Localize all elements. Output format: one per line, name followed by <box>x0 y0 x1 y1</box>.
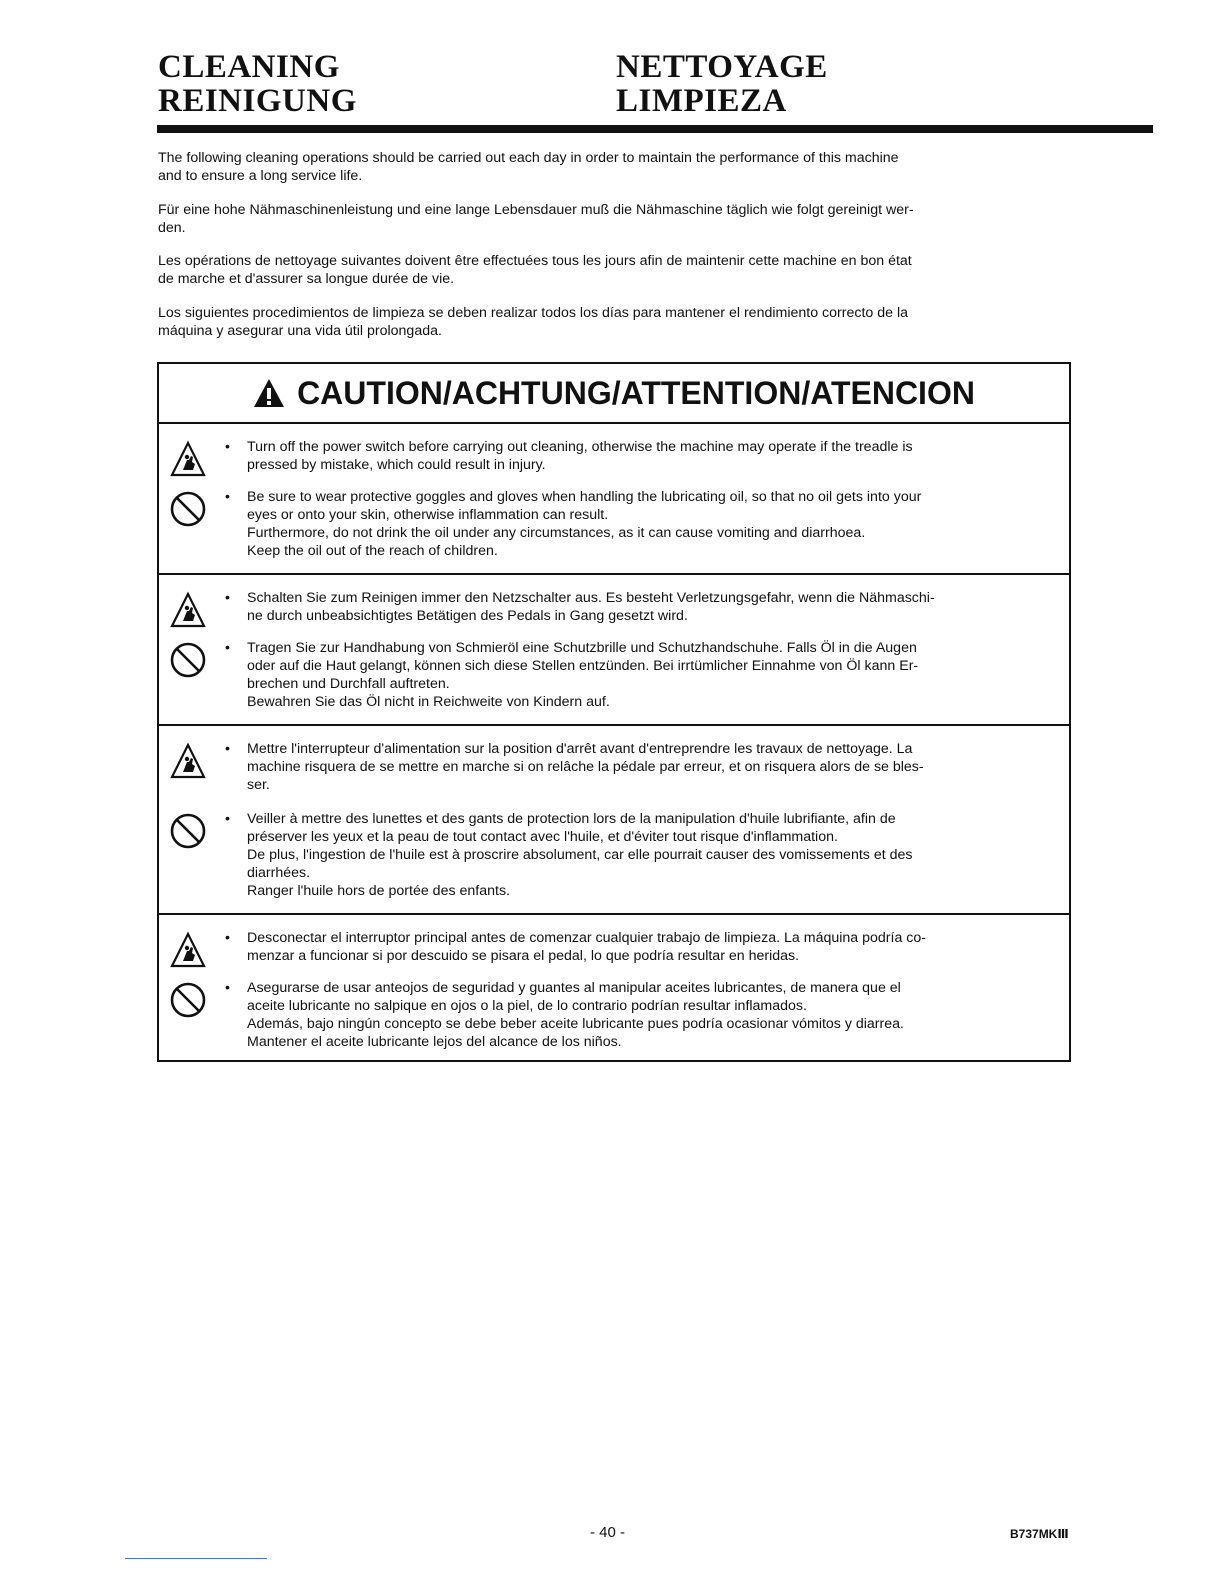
caution-text-line: menzar a funcionar si por descuido se pisara el pedal, lo que podría resultar en heridas. <box>247 948 800 964</box>
intro-english: The following cleaning operations should be carried out each day in order to maintain the performance of this machine and to ensure a long service life. <box>158 150 899 184</box>
caution-text-line: Schalten Sie zum Reinigen immer den Netzschalter aus. Es besteht Verletzungsgefahr, wenn die Nähmaschi- <box>247 590 935 606</box>
bullet-icon: • <box>225 640 230 656</box>
page-number: - 40 - <box>590 1524 626 1541</box>
caution-text-line: machine risquera de se mettre en marche si on relâche la pédale par erreur, et on risquera alors de se bles- <box>247 759 924 775</box>
caution-header <box>159 364 1069 424</box>
caution-text-line: Be sure to wear protective goggles and gloves when handling the lubricating oil, so that no oil gets into your <box>247 489 922 505</box>
heading-right <box>616 50 828 118</box>
caution-item <box>225 639 1059 711</box>
heading-limpieza: LIMPIEZA <box>616 83 787 119</box>
heading-cleaning: CLEANING <box>158 49 340 85</box>
prohibited-icon <box>169 981 207 1019</box>
caution-section <box>159 915 1069 1062</box>
caution-text-line: Tragen Sie zur Handhabung von Schmieröl eine Schutzbrille und Schutzhandschuhe. Falls Öl in die Augen <box>247 640 917 656</box>
model-code: B737MKⅢ <box>1010 1527 1069 1541</box>
caution-text-line: Bewahren Sie das Öl nicht in Reichweite von Kindern auf. <box>247 694 610 710</box>
prohibited-icon <box>169 812 207 850</box>
caution-text-line: Mettre l'interrupteur d'alimentation sur la position d'arrêt avant d'entreprendre les travaux de nettoyage. La <box>247 741 913 757</box>
warning-triangle-icon <box>253 378 285 408</box>
intro-french: Les opérations de nettoyage suivantes doivent être effectuées tous les jours afin de maintenir cette machine en bon état de marche et d'assurer sa longue durée de vie. <box>158 253 912 287</box>
caution-item <box>225 810 1059 900</box>
heading-nettoyage: NETTOYAGE <box>616 49 828 85</box>
caution-text-line: Desconectar el interruptor principal antes de comenzar cualquier trabajo de limpieza. La máquina podría co- <box>247 930 927 946</box>
caution-text-line: ser. <box>247 777 270 793</box>
hand-hazard-icon <box>169 742 207 780</box>
bullet-icon: • <box>225 489 230 505</box>
hand-hazard-icon <box>169 931 207 969</box>
prohibited-icon <box>169 641 207 679</box>
caution-section <box>159 726 1069 915</box>
caution-section <box>159 424 1069 575</box>
bullet-icon: • <box>225 980 230 996</box>
caution-text-line: Keep the oil out of the reach of children. <box>247 543 498 559</box>
caution-item <box>225 488 1059 560</box>
bullet-icon: • <box>225 811 230 827</box>
bullet-icon: • <box>225 439 230 455</box>
intro-spanish: Los siguientes procedimientos de limpieza se deben realizar todos los días para mantener el rendimiento correcto de la máquina y asegurar una vida útil prolongada. <box>158 305 908 339</box>
heading-reinigung: REINIGUNG <box>158 83 357 119</box>
caution-text-line: De plus, l'ingestion de l'huile est à proscrire absolument, car elle pourrait causer des vomissements et des <box>247 847 913 863</box>
caution-text-line: Mantener el aceite lubricante lejos del alcance de los niños. <box>247 1034 622 1050</box>
caution-item <box>225 740 1059 794</box>
caution-item <box>225 589 1059 625</box>
caution-box <box>157 362 1071 1062</box>
bullet-icon: • <box>225 741 230 757</box>
caution-item <box>225 438 1059 474</box>
caution-text-line: Asegurarse de usar anteojos de seguridad y guantes al manipular aceites lubricantes, de manera que el <box>247 980 901 996</box>
heading-rule <box>157 125 1153 133</box>
caution-text-line: Ranger l'huile hors de portée des enfants. <box>247 883 510 899</box>
prohibited-icon <box>169 490 207 528</box>
caution-item <box>225 979 1059 1051</box>
heading-left <box>158 50 357 118</box>
hand-hazard-icon <box>169 591 207 629</box>
caution-text-line: brechen und Durchfall auftreten. <box>247 676 450 692</box>
bullet-icon: • <box>225 930 230 946</box>
caution-text-line: eyes or onto your skin, otherwise inflammation can result. <box>247 507 609 523</box>
caution-text-line: oder auf die Haut gelangt, können sich diese Stellen entzünden. Bei irrtümlicher Einnahme von Öl kann Er- <box>247 658 919 674</box>
hand-hazard-icon <box>169 440 207 478</box>
caution-text-line: pressed by mistake, which could result in injury. <box>247 457 546 473</box>
bullet-icon: • <box>225 590 230 606</box>
caution-section <box>159 575 1069 726</box>
caution-title: CAUTION/ACHTUNG/ATTENTION/ATENCION <box>297 374 975 411</box>
caution-text-line: ne durch unbeabsichtigtes Betätigen des Pedals in Gang gesetzt wird. <box>247 608 688 624</box>
caution-text-line: préserver les yeux et la peau de tout contact avec l'huile, et d'éviter tout risque d'inflammation. <box>247 829 838 845</box>
intro-german: Für eine hohe Nähmaschinenleistung und eine lange Lebensdauer muß die Nähmaschine täglich wie folgt gereinigt wer- den. <box>158 202 914 236</box>
caution-text-line: Turn off the power switch before carrying out cleaning, otherwise the machine may operate if the treadle is <box>247 439 913 455</box>
caution-text-line: Veiller à mettre des lunettes et des gants de protection lors de la manipulation d'huile lubrifiante, afin de <box>247 811 896 827</box>
caution-text-line: diarrhées. <box>247 865 311 881</box>
bottom-link-line <box>125 1558 267 1559</box>
caution-text-line: Furthermore, do not drink the oil under any circumstances, as it can cause vomiting and diarrhoea. <box>247 525 866 541</box>
caution-text-line: Además, bajo ningún concepto se debe beber aceite lubricante pues podría ocasionar vómitos y diarrea. <box>247 1016 904 1032</box>
caution-item <box>225 929 1059 965</box>
caution-text-line: aceite lubricante no salpique en ojos o la piel, de lo contrario podrían resultar inflamados. <box>247 998 807 1014</box>
